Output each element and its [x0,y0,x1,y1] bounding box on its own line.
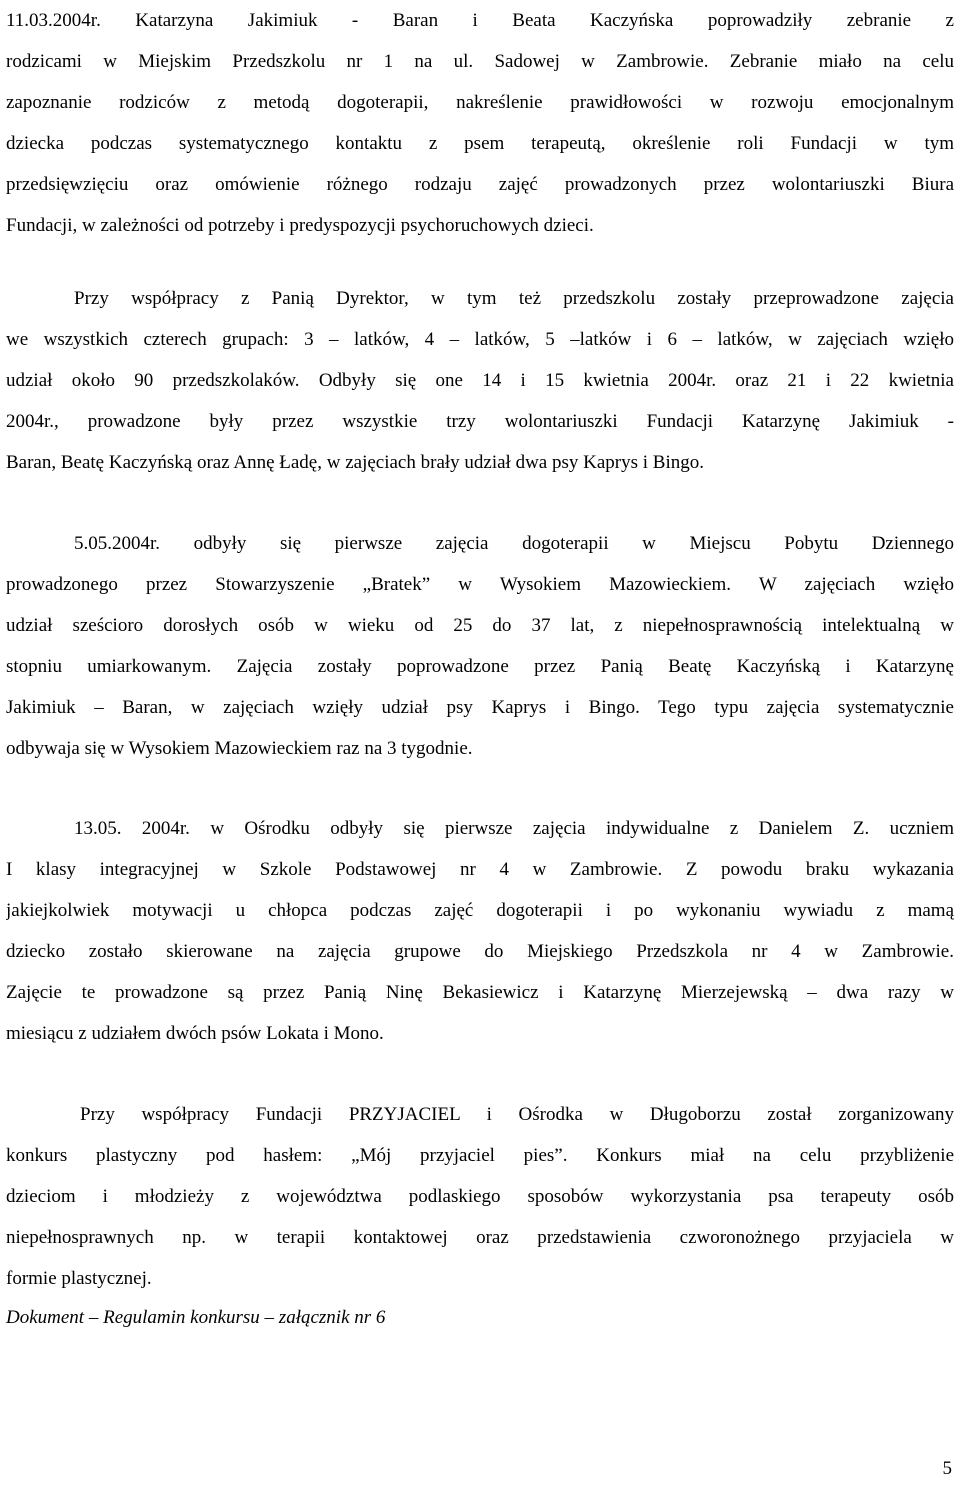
paragraph-meeting-kindergarten-1 [6,0,954,246]
text-line: udział sześcioro dorosłych osób w wieku od 25 do 37 lat, z niepełnosprawnością intelektualną w [6,615,954,636]
text-line: zapoznanie rodziców z metodą dogoterapii, nakreślenie prawidłowości w rozwoju emocjonalnym [6,92,954,113]
text-line: stopniu umiarkowanym. Zajęcia zostały poprowadzone przez Panią Beatę Kaczyńską i Katarzynę [6,656,954,677]
text-line: dzieciom i młodzieży z województwa podlaskiego sposobów wykorzystania psa terapeuty osób [6,1186,954,1207]
paragraph-day-care-wysokie [6,523,954,769]
text-line: Zajęcie te prowadzone są przez Panią Ninę Bekasiewicz i Katarzynę Mierzejewską – dwa razy w [6,982,954,1003]
text-line: Przy współpracy z Panią Dyrektor, w tym też przedszkolu zostały przeprowadzone zajęcia [74,288,954,309]
text-line: konkurs plastyczny pod hasłem: „Mój przyjaciel pies”. Konkurs miał na celu przybliżenie [6,1145,954,1166]
text-line: I klasy integracyjnej w Szkole Podstawowej nr 4 w Zambrowie. Z powodu braku wykazania [6,859,954,880]
paragraph-art-contest [6,1094,954,1299]
text-line: 13.05. 2004r. w Ośrodku odbyły się pierwsze zajęcia indywidualne z Danielem Z. uczniem [74,818,954,839]
text-line: dziecko zostało skierowane na zajęcia grupowe do Miejskiego Przedszkola nr 4 w Zambrowie. [6,941,954,962]
text-line: miesiącu z udziałem dwóch psów Lokata i Mono. [6,1023,384,1044]
text-line: prowadzonego przez Stowarzyszenie „Bratek” w Wysokiem Mazowieckiem. W zajęciach wzięło [6,574,954,595]
text-line: Przy współpracy Fundacji PRZYJACIEL i Ośrodka w Długoborzu został zorganizowany [80,1104,954,1125]
text-line: niepełnosprawnych np. w terapii kontaktowej oraz przedstawienia czworonożnego przyjaciela w [6,1227,954,1248]
text-line: Jakimiuk – Baran, w zajęciach wzięły udział psy Kaprys i Bingo. Tego typu zajęcia systematycznie [6,697,954,718]
text-line: Fundacji, w zależności od potrzeby i predyspozycji psychoruchowych dzieci. [6,215,594,236]
paragraph-cooperation-director [6,278,954,483]
text-line: przedsięwzięciu oraz omówienie różnego rodzaju zajęć prowadzonych przez wolontariuszki Biura [6,174,954,195]
text-line: jakiejkolwiek motywacji u chłopca podczas zajęć dogoterapii i po wykonaniu wywiadu z mamą [6,900,954,921]
text-line: 5.05.2004r. odbyły się pierwsze zajęcia dogoterapii w Miejscu Pobytu Dziennego [74,533,954,554]
text-line: Baran, Beatę Kaczyńską oraz Annę Ładę, w zajęciach brały udział dwa psy Kaprys i Bingo. [6,452,704,473]
document-reference-caption: Dokument – Regulamin konkursu – załącznik nr 6 [6,1307,386,1328]
text-line: formie plastycznej. [6,1268,152,1289]
text-line: we wszystkich czterech grupach: 3 – latków, 4 – latków, 5 –latków i 6 – latków, w zajęciach wzięło [6,329,954,350]
page-number: 5 [942,1458,952,1479]
paragraph-individual-sessions [6,808,954,1054]
text-line: 2004r., prowadzone były przez wszystkie trzy wolontariuszki Fundacji Katarzynę Jakimiuk - [6,411,954,432]
text-line: dziecka podczas systematycznego kontaktu z psem terapeutą, określenie roli Fundacji w tym [6,133,954,154]
text-line: odbywaja się w Wysokiem Mazowieckiem raz na 3 tygodnie. [6,738,473,759]
text-line: 11.03.2004r. Katarzyna Jakimiuk - Baran i Beata Kaczyńska poprowadziły zebranie z [6,10,954,31]
text-line: udział około 90 przedszkolaków. Odbyły się one 14 i 15 kwietnia 2004r. oraz 21 i 22 kwietnia [6,370,954,391]
text-line: rodzicami w Miejskim Przedszkolu nr 1 na ul. Sadowej w Zambrowie. Zebranie miało na celu [6,51,954,72]
